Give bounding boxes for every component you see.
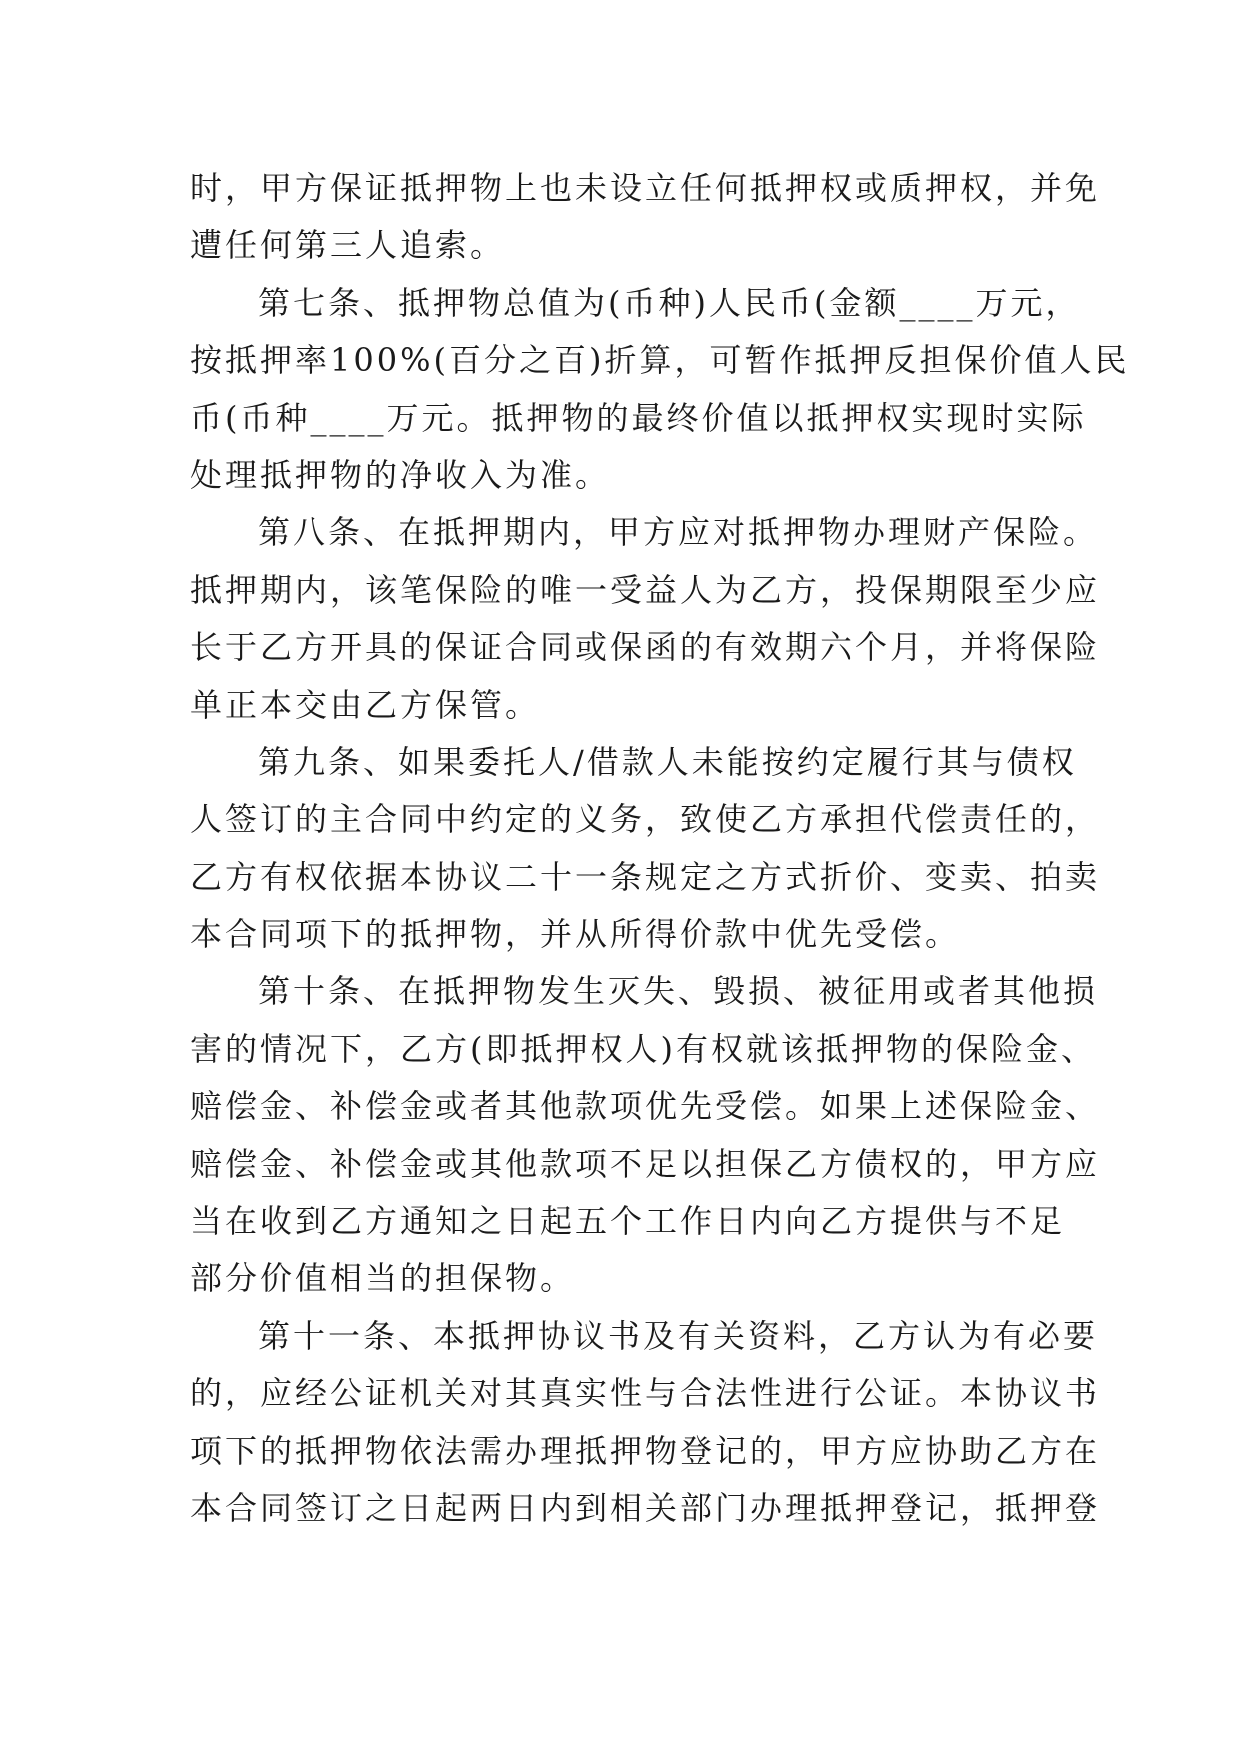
- document-body: [190, 160, 1130, 1537]
- text-line: 本合同项下的抵押物，并从所得价款中优先受偿。: [190, 915, 961, 954]
- text-line: 赔偿金、补偿金或其他款项不足以担保乙方债权的，甲方应: [190, 1144, 1101, 1183]
- article-8-start: 第八条、在抵押期内，甲方应对抵押物办理财产保险。: [258, 513, 1099, 552]
- article-10-start: 第十条、在抵押物发生灭失、毁损、被征用或者其他损: [258, 972, 1099, 1011]
- text-line: 人签订的主合同中约定的义务，致使乙方承担代偿责任的，: [190, 800, 1101, 839]
- text-line: 的，应经公证机关对其真实性与合法性进行公证。本协议书: [190, 1374, 1101, 1413]
- text-line: 处理抵押物的净收入为准。: [190, 455, 611, 494]
- text-line: 遭任何第三人追索。: [190, 226, 506, 265]
- text-line: 币(币种____万元。抵押物的最终价值以抵押权实现时实际: [190, 398, 1087, 437]
- text-line: 部分价值相当的担保物。: [190, 1259, 576, 1298]
- article-7-start: 第七条、抵押物总值为(币种)人民币(金额____万元，: [258, 283, 1081, 322]
- text-line: 抵押期内，该笔保险的唯一受益人为乙方，投保期限至少应: [190, 570, 1101, 609]
- article-11-start: 第十一条、本抵押协议书及有关资料，乙方认为有必要: [258, 1316, 1099, 1355]
- text-line: 当在收到乙方通知之日起五个工作日内向乙方提供与不足: [190, 1202, 1066, 1241]
- text-line: 时，甲方保证抵押物上也未设立任何抵押权或质押权，并免: [190, 169, 1101, 207]
- text-line: 乙方有权依据本协议二十一条规定之方式折价、变卖、拍卖: [190, 857, 1101, 896]
- text-line: 害的情况下，乙方(即抵押权人)有权就该抵押物的保险金、: [190, 1029, 1096, 1068]
- article-9-start: 第九条、如果委托人/借款人未能按约定履行其与债权: [258, 742, 1077, 781]
- text-line: 按抵押率100%(百分之百)折算，可暂作抵押反担保价值人民: [190, 341, 1130, 380]
- text-line: 本合同签订之日起两日内到相关部门办理抵押登记，抵押登: [190, 1488, 1101, 1527]
- text-line: 长于乙方开具的保证合同或保函的有效期六个月，并将保险: [190, 628, 1101, 667]
- text-line: 赔偿金、补偿金或者其他款项优先受偿。如果上述保险金、: [190, 1087, 1101, 1126]
- text-line: 单正本交由乙方保管。: [190, 685, 541, 724]
- text-line: 项下的抵押物依法需办理抵押物登记的，甲方应协助乙方在: [190, 1431, 1101, 1470]
